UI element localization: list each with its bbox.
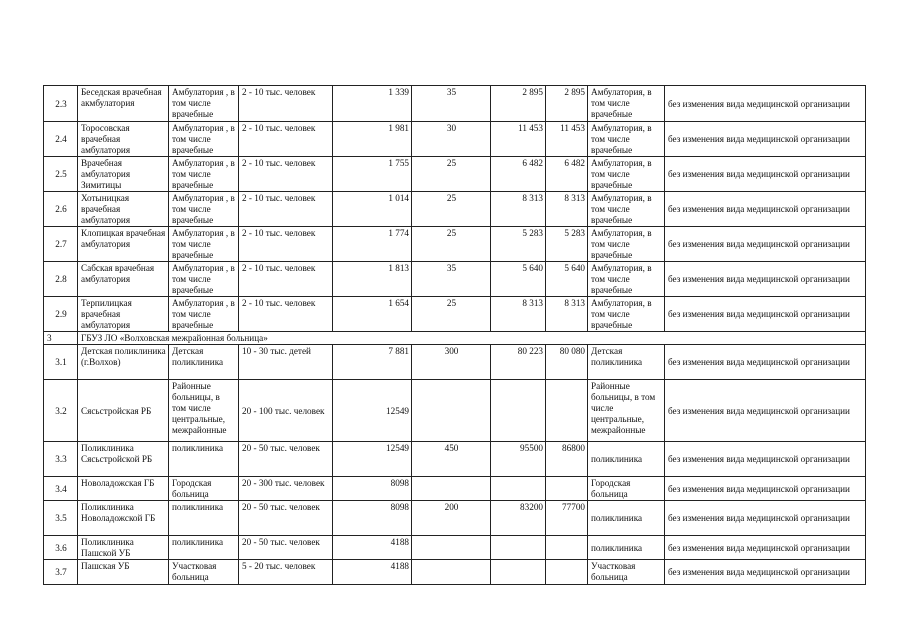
planned-type: Городская больница — [588, 477, 665, 501]
visits-planned: 6 482 — [491, 157, 546, 192]
population-value: 12549 — [333, 380, 412, 442]
change-note: без изменения вида медицинской организации — [665, 536, 866, 560]
row-number: 2.5 — [44, 157, 78, 192]
planned-type: Районные больницы, в том числе центральные, межрайонные — [588, 380, 665, 442]
capacity-value: 450 — [412, 442, 491, 477]
facility-table — [43, 85, 866, 585]
table-row — [44, 560, 866, 585]
facility-type: Амбулатория , в том числе врачебные — [169, 157, 239, 192]
facility-name: Сабская врачебная амбулатория — [78, 262, 169, 297]
visits-actual: 5 640 — [546, 262, 588, 297]
facility-type: Участковая больница — [169, 560, 239, 585]
table-row — [44, 227, 866, 262]
table-row — [44, 380, 866, 442]
row-number: 3.5 — [44, 501, 78, 536]
row-number: 3.7 — [44, 560, 78, 585]
population-value: 1 654 — [333, 297, 412, 332]
row-number: 2.3 — [44, 86, 78, 122]
change-note: без изменения вида медицинской организации — [665, 501, 866, 536]
population-value: 1 014 — [333, 192, 412, 227]
facility-name: Клопицкая врачебная амбулатория — [78, 227, 169, 262]
planned-type: Амбулатория, в том числе врачебные — [588, 86, 665, 122]
population-value: 4188 — [333, 536, 412, 560]
population-range: 2 - 10 тыс. человек — [239, 227, 333, 262]
population-value: 12549 — [333, 442, 412, 477]
capacity-value: 25 — [412, 192, 491, 227]
row-number: 3.1 — [44, 345, 78, 380]
planned-type: Амбулатория, в том числе врачебные — [588, 227, 665, 262]
table-row — [44, 192, 866, 227]
planned-type: Амбулатория, в том числе врачебные — [588, 192, 665, 227]
visits-planned — [491, 536, 546, 560]
visits-planned: 2 895 — [491, 86, 546, 122]
visits-planned: 11 453 — [491, 122, 546, 157]
facility-name: Детская поликлиника (г.Волхов) — [78, 345, 169, 380]
table-row — [44, 536, 866, 560]
table-row — [44, 122, 866, 157]
visits-planned: 5 283 — [491, 227, 546, 262]
population-range: 2 - 10 тыс. человек — [239, 262, 333, 297]
row-number: 2.4 — [44, 122, 78, 157]
capacity-value — [412, 536, 491, 560]
population-range: 2 - 10 тыс. человек — [239, 122, 333, 157]
visits-actual — [546, 536, 588, 560]
planned-type: Участковая больница — [588, 560, 665, 585]
capacity-value: 300 — [412, 345, 491, 380]
table-row — [44, 157, 866, 192]
facility-type: Амбулатория , в том числе врачебные — [169, 227, 239, 262]
population-value: 8098 — [333, 501, 412, 536]
table-row — [44, 262, 866, 297]
visits-actual — [546, 380, 588, 442]
facility-name: Беседская врачебная акмбулатория — [78, 86, 169, 122]
population-value: 8098 — [333, 477, 412, 501]
facility-type: Амбулатория , в том числе врачебные — [169, 297, 239, 332]
visits-actual: 8 313 — [546, 192, 588, 227]
population-range: 20 - 100 тыс. человек — [239, 380, 333, 442]
row-number: 3.2 — [44, 380, 78, 442]
planned-type: Амбулатория, в том числе врачебные — [588, 122, 665, 157]
population-range: 20 - 50 тыс. человек — [239, 442, 333, 477]
population-value: 1 774 — [333, 227, 412, 262]
capacity-value — [412, 477, 491, 501]
change-note: без изменения вида медицинской организации — [665, 192, 866, 227]
planned-type: поликлиника — [588, 501, 665, 536]
visits-actual: 5 283 — [546, 227, 588, 262]
change-note: без изменения вида медицинской организации — [665, 477, 866, 501]
visits-planned: 5 640 — [491, 262, 546, 297]
planned-type: Амбулатория, в том числе врачебные — [588, 262, 665, 297]
facility-type: Амбулатория , в том числе врачебные — [169, 192, 239, 227]
table-row — [44, 86, 866, 122]
change-note: без изменения вида медицинской организации — [665, 262, 866, 297]
population-range: 20 - 50 тыс. человек — [239, 501, 333, 536]
visits-actual: 86800 — [546, 442, 588, 477]
population-value: 7 881 — [333, 345, 412, 380]
population-range: 5 - 20 тыс. человек — [239, 560, 333, 585]
row-number: 2.8 — [44, 262, 78, 297]
capacity-value: 35 — [412, 86, 491, 122]
facility-type: Городская больница — [169, 477, 239, 501]
population-value: 1 339 — [333, 86, 412, 122]
change-note: без изменения вида медицинской организации — [665, 297, 866, 332]
planned-type: Детская поликлиника — [588, 345, 665, 380]
facility-type: поликлиника — [169, 442, 239, 477]
facility-type: поликлиника — [169, 501, 239, 536]
visits-actual: 2 895 — [546, 86, 588, 122]
change-note: без изменения вида медицинской организации — [665, 380, 866, 442]
visits-planned: 83200 — [491, 501, 546, 536]
change-note: без изменения вида медицинской организации — [665, 227, 866, 262]
change-note: без изменения вида медицинской организации — [665, 442, 866, 477]
facility-name: Торосовская врачебная амбулатория — [78, 122, 169, 157]
facility-type: Районные больницы, в том числе центральные, межрайонные — [169, 380, 239, 442]
table-row — [44, 345, 866, 380]
population-range: 2 - 10 тыс. человек — [239, 157, 333, 192]
section-title: ГБУЗ ЛО «Волховская межрайонная больница» — [78, 332, 866, 345]
change-note: без изменения вида медицинской организации — [665, 157, 866, 192]
planned-type: Амбулатория, в том числе врачебные — [588, 157, 665, 192]
visits-planned — [491, 477, 546, 501]
planned-type: поликлиника — [588, 536, 665, 560]
facility-type: Детская поликлиника — [169, 345, 239, 380]
planned-type: Амбулатория, в том числе врачебные — [588, 297, 665, 332]
population-value: 1 981 — [333, 122, 412, 157]
facility-name: Хотыницкая врачебная амбулатория — [78, 192, 169, 227]
row-number: 3.4 — [44, 477, 78, 501]
visits-planned — [491, 560, 546, 585]
population-range: 20 - 300 тыс. человек — [239, 477, 333, 501]
row-number: 3.3 — [44, 442, 78, 477]
visits-planned: 80 223 — [491, 345, 546, 380]
facility-name: Поликлиника Пашской УБ — [78, 536, 169, 560]
capacity-value: 30 — [412, 122, 491, 157]
population-range: 2 - 10 тыс. человек — [239, 297, 333, 332]
visits-actual: 80 080 — [546, 345, 588, 380]
capacity-value: 25 — [412, 227, 491, 262]
visits-planned — [491, 380, 546, 442]
change-note: без изменения вида медицинской организации — [665, 86, 866, 122]
capacity-value: 25 — [412, 297, 491, 332]
population-value: 1 813 — [333, 262, 412, 297]
capacity-value: 200 — [412, 501, 491, 536]
population-range: 2 - 10 тыс. человек — [239, 192, 333, 227]
population-range: 10 - 30 тыс. детей — [239, 345, 333, 380]
facility-name: Терпилицкая врачебная амбулатория — [78, 297, 169, 332]
row-number: 3.6 — [44, 536, 78, 560]
population-value: 1 755 — [333, 157, 412, 192]
table-row — [44, 297, 866, 332]
visits-actual: 8 313 — [546, 297, 588, 332]
facility-name: Сясьстройская РБ — [78, 380, 169, 442]
facility-name: Поликлиника Сясьстройской РБ — [78, 442, 169, 477]
change-note: без изменения вида медицинской организации — [665, 345, 866, 380]
visits-planned: 8 313 — [491, 192, 546, 227]
capacity-value — [412, 560, 491, 585]
visits-actual: 11 453 — [546, 122, 588, 157]
change-note: без изменения вида медицинской организации — [665, 560, 866, 585]
population-range: 2 - 10 тыс. человек — [239, 86, 333, 122]
visits-actual: 6 482 — [546, 157, 588, 192]
visits-actual — [546, 560, 588, 585]
visits-planned: 95500 — [491, 442, 546, 477]
capacity-value: 25 — [412, 157, 491, 192]
table-row — [44, 442, 866, 477]
population-value: 4188 — [333, 560, 412, 585]
capacity-value — [412, 380, 491, 442]
section-number: 3 — [44, 332, 78, 345]
visits-actual: 77700 — [546, 501, 588, 536]
facility-name: Новоладожская ГБ — [78, 477, 169, 501]
table-row — [44, 477, 866, 501]
facility-type: Амбулатория , в том числе врачебные — [169, 122, 239, 157]
facility-name: Пашская УБ — [78, 560, 169, 585]
facility-type: поликлиника — [169, 536, 239, 560]
capacity-value: 35 — [412, 262, 491, 297]
table-row — [44, 501, 866, 536]
facility-type: Амбулатория , в том числе врачебные — [169, 262, 239, 297]
section-row — [44, 332, 866, 345]
facility-name: Врачебная амбулатория Зимитицы — [78, 157, 169, 192]
visits-planned: 8 313 — [491, 297, 546, 332]
row-number: 2.6 — [44, 192, 78, 227]
change-note: без изменения вида медицинской организации — [665, 122, 866, 157]
visits-actual — [546, 477, 588, 501]
population-range: 20 - 50 тыс. человек — [239, 536, 333, 560]
row-number: 2.9 — [44, 297, 78, 332]
facility-name: Поликлиника Новоладожской ГБ — [78, 501, 169, 536]
planned-type: поликлиника — [588, 442, 665, 477]
facility-type: Амбулатория , в том числе врачебные — [169, 86, 239, 122]
row-number: 2.7 — [44, 227, 78, 262]
